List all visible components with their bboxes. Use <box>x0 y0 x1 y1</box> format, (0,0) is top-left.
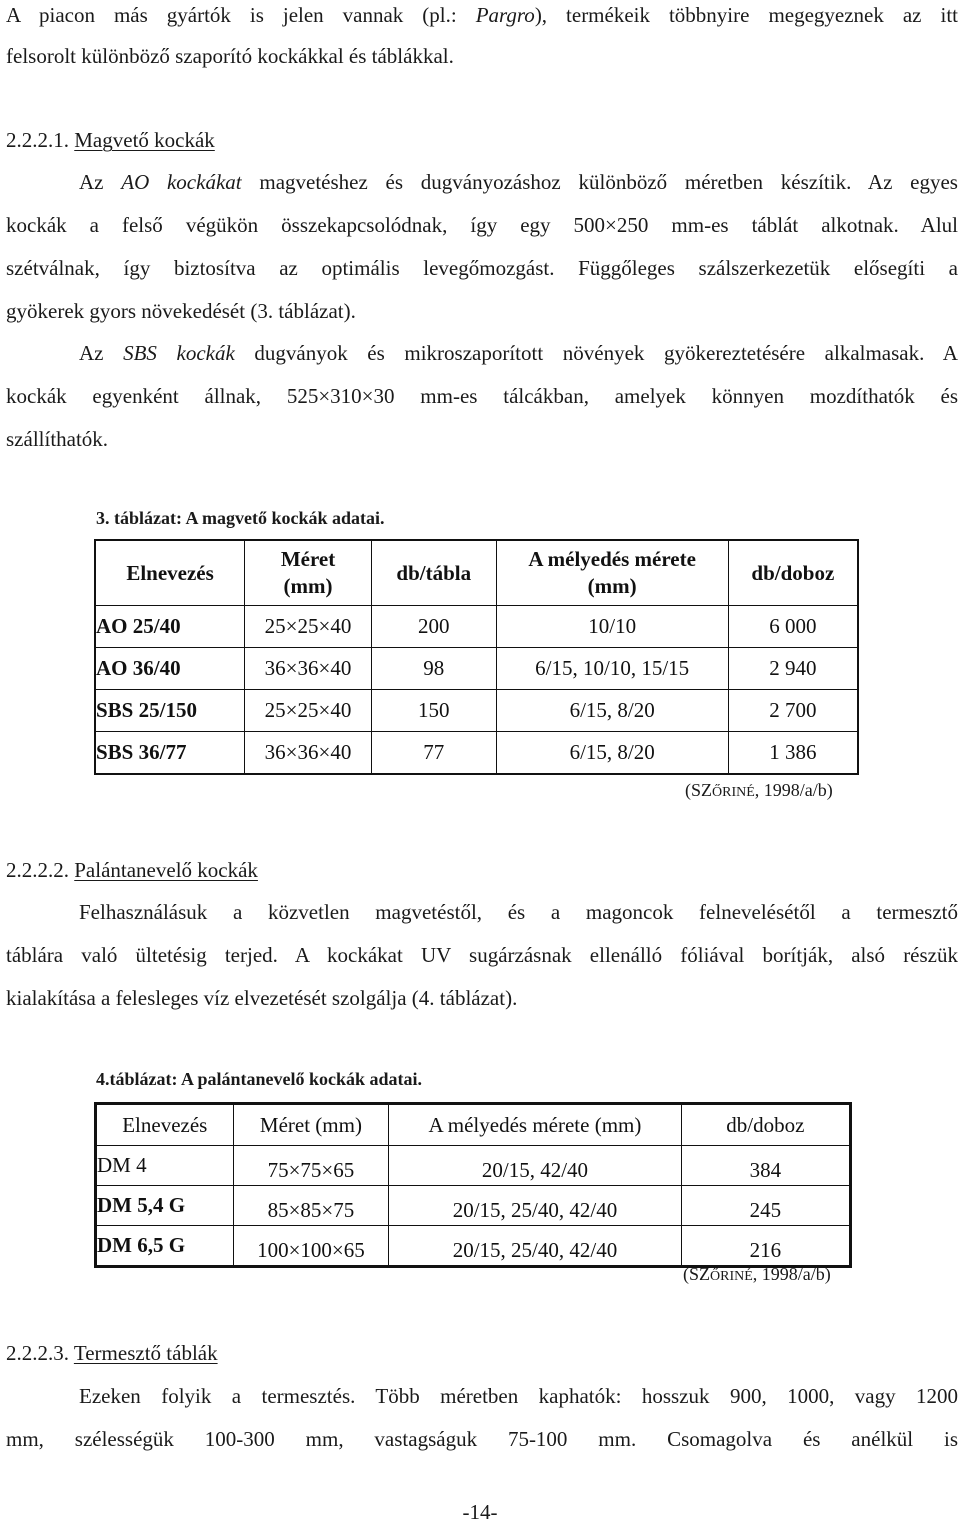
source-text: , 1998/a/b) <box>754 780 833 800</box>
column-header-line: Méret <box>280 547 336 571</box>
column-header <box>245 540 372 606</box>
table-row <box>95 732 858 775</box>
brand-name-pargro: Pargro <box>475 3 535 27</box>
cell-size <box>233 1146 389 1186</box>
section-number: 2.2.2.2. <box>6 858 69 882</box>
column-header: db/doboz <box>728 540 858 606</box>
column-header: Elnevezés <box>96 1104 234 1146</box>
paragraph-sbs-line-1 <box>79 340 958 366</box>
cell-text: 20/15, 25/40, 42/40 <box>452 1198 618 1222</box>
intro-text: A piacon más gyártók is jelen vannak (pl.: <box>6 3 476 27</box>
cell-per-box <box>681 1226 850 1267</box>
table-row <box>95 606 858 648</box>
cell-name: DM 5,4 G <box>96 1186 234 1226</box>
term-sbs-kockak: SBS kockák <box>123 341 235 365</box>
source-author: ŐRINÉ <box>712 785 755 800</box>
source-text: , 1998/a/b) <box>752 1264 831 1284</box>
paragraph-text: magvetéshez és dugványozáshoz különböző méretben készítik. Az egyes <box>241 170 958 194</box>
cell-per-tray: 150 <box>371 690 496 732</box>
table-header-row <box>95 540 858 606</box>
cell-size <box>233 1226 389 1267</box>
section-title: Magvető kockák <box>74 128 215 152</box>
paragraph-ao-line-4: gyökerek gyors növekedését (3. táblázat). <box>6 299 356 323</box>
cell-per-box: 6 000 <box>728 606 858 648</box>
term-ao-kockak: AO kockákat <box>121 170 242 194</box>
cell-size <box>233 1186 389 1226</box>
cell-per-tray: 98 <box>371 648 496 690</box>
paragraph-ao-line-3: szétválnak, így biztosítva az optimális levegőmozgást. Függőleges szálszerkezetük elősegíti a <box>6 256 958 280</box>
cell-per-box <box>681 1186 850 1226</box>
section-number: 2.2.2.1. <box>6 128 69 152</box>
paragraph-text: Az <box>79 170 122 194</box>
cell-cavity: 6/15, 10/10, 15/15 <box>496 648 728 690</box>
cell-text: 245 <box>749 1198 782 1222</box>
paragraph-sbs-line-2: kockák egyenként állnak, 525×310×30 mm-es tálcákban, amelyek könnyen mozdíthatók és <box>6 384 958 408</box>
column-header: db/doboz <box>681 1104 850 1146</box>
table-row <box>96 1146 851 1186</box>
cell-size: 36×36×40 <box>245 648 372 690</box>
table-row <box>96 1226 851 1267</box>
section-title: Palántanevelő kockák <box>74 858 258 882</box>
cell-per-box <box>681 1146 850 1186</box>
intro-line-2: felsorolt különböző szaporító kockákkal és táblákkal. <box>6 44 454 68</box>
table-4-palantanevelo-kockak <box>94 1102 852 1268</box>
table-header-row <box>96 1104 851 1146</box>
cell-text: 20/15, 25/40, 42/40 <box>452 1238 618 1262</box>
cell-size: 25×25×40 <box>245 606 372 648</box>
paragraph-text: dugványok és mikroszaporított növények gyökereztetésére alkalmasak. A <box>234 341 958 365</box>
column-header-line: (mm) <box>587 574 637 598</box>
source-text: (SZ <box>683 1264 710 1284</box>
cell-text: 100×100×65 <box>257 1238 365 1262</box>
cell-name: DM 6,5 G <box>96 1226 234 1267</box>
table-3-magveto-kockak <box>94 539 859 775</box>
cell-cavity: 6/15, 8/20 <box>496 732 728 775</box>
table-4-caption: 4.táblázat: A palántanevelő kockák adatai. <box>96 1069 423 1089</box>
intro-line-1 <box>6 2 958 28</box>
source-author: ŐRINÉ <box>710 1269 753 1284</box>
paragraph-termeszto-line-2: mm, szélességük 100-300 mm, vastagságuk 75-100 mm. Csomagolva és anélkül is <box>6 1427 958 1451</box>
cell-size: 25×25×40 <box>245 690 372 732</box>
cell-cavity <box>389 1186 681 1226</box>
table-3-caption: 3. táblázat: A magvető kockák adatai. <box>96 508 385 528</box>
cell-name: SBS 25/150 <box>95 690 245 732</box>
paragraph-sbs-line-3: szállíthatók. <box>6 427 109 451</box>
cell-size: 36×36×40 <box>245 732 372 775</box>
table-row <box>95 690 858 732</box>
column-header-line: A mélyedés mérete <box>528 547 696 571</box>
cell-text: 20/15, 42/40 <box>481 1158 589 1182</box>
section-title: Termesztő táblák <box>73 1341 218 1365</box>
cell-cavity <box>389 1226 681 1267</box>
source-text: (SZ <box>685 780 712 800</box>
paragraph-palantanevelo-line-3: kialakítása a felesleges víz elvezetését szolgálja (4. táblázat). <box>6 986 518 1010</box>
column-header-line: (mm) <box>283 574 333 598</box>
column-header <box>496 540 728 606</box>
paragraph-ao-line-2: kockák a felső végükön összekapcsolódnak, így egy 500×250 mm-es táblát alkotnak. Alul <box>6 213 958 237</box>
column-header: db/tábla <box>371 540 496 606</box>
cell-cavity <box>389 1146 681 1186</box>
intro-text: ), termékeik többnyire megegyeznek az itt <box>534 3 958 27</box>
cell-name: SBS 36/77 <box>95 732 245 775</box>
cell-cavity: 10/10 <box>496 606 728 648</box>
section-heading-magveto <box>6 127 215 153</box>
cell-text: 216 <box>749 1238 782 1262</box>
cell-text: 384 <box>749 1158 782 1182</box>
paragraph-ao-line-1 <box>79 169 958 195</box>
paragraph-palantanevelo-line-2: táblára való ültetésig terjed. A kockákat UV sugárzásnak ellenálló fóliával borítják, alsó részük <box>6 943 958 967</box>
column-header: Méret (mm) <box>233 1104 389 1146</box>
table-3-source <box>685 779 833 804</box>
cell-text: 75×75×65 <box>267 1158 355 1182</box>
column-header: Elnevezés <box>95 540 245 606</box>
cell-name: AO 25/40 <box>95 606 245 648</box>
column-header: A mélyedés mérete (mm) <box>389 1104 681 1146</box>
cell-per-tray: 200 <box>371 606 496 648</box>
cell-per-box: 2 940 <box>728 648 858 690</box>
cell-name: DM 4 <box>96 1146 234 1186</box>
paragraph-text: Az <box>79 341 124 365</box>
cell-per-tray: 77 <box>371 732 496 775</box>
section-number: 2.2.2.3. <box>6 1341 69 1365</box>
paragraph-termeszto-line-1: Ezeken folyik a termesztés. Több méretben kaphatók: hosszuk 900, 1000, vagy 1200 <box>79 1384 958 1408</box>
cell-text: 85×85×75 <box>267 1198 355 1222</box>
cell-name: AO 36/40 <box>95 648 245 690</box>
table-row <box>95 648 858 690</box>
page-number: -14- <box>462 1500 498 1524</box>
section-heading-palantanevelo <box>6 857 258 883</box>
cell-cavity: 6/15, 8/20 <box>496 690 728 732</box>
section-heading-termeszto <box>6 1340 218 1366</box>
cell-per-box: 1 386 <box>728 732 858 775</box>
table-4-source <box>683 1263 831 1288</box>
table-row <box>96 1186 851 1226</box>
paragraph-palantanevelo-line-1: Felhasználásuk a közvetlen magvetéstől, és a magoncok felnevelésétől a termesztő <box>79 900 958 924</box>
cell-per-box: 2 700 <box>728 690 858 732</box>
